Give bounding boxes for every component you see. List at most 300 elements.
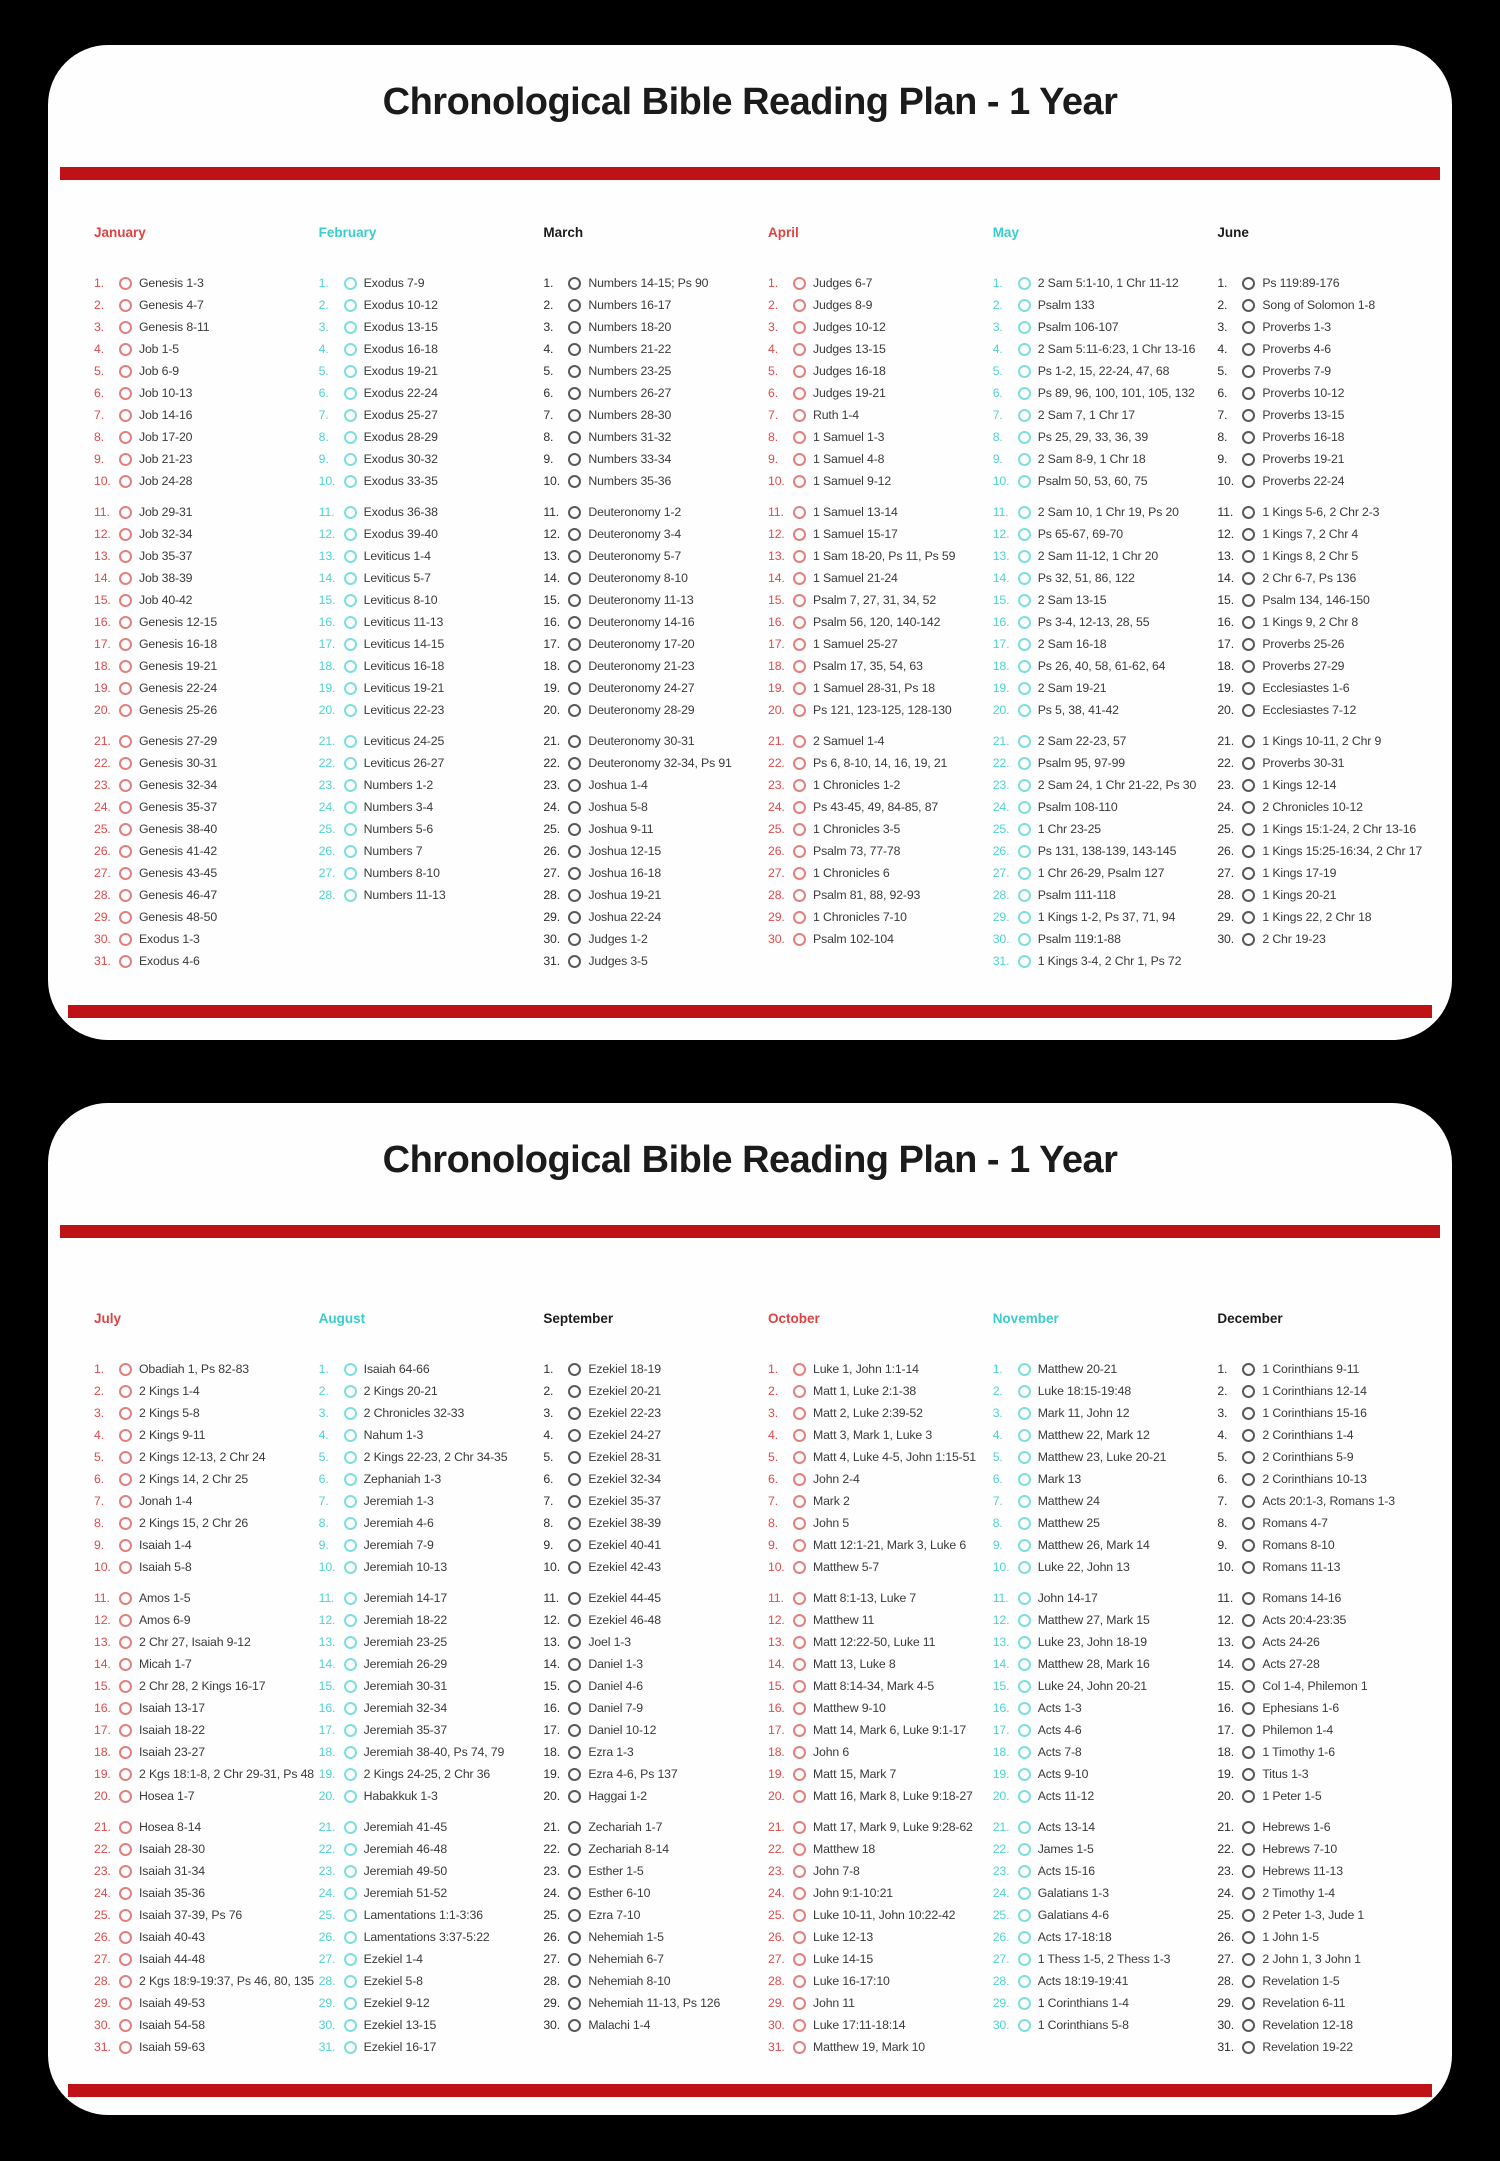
reading-entry	[543, 1653, 756, 1675]
day-number: 7.	[992, 408, 1003, 422]
reading-text: Isaiah 13-17	[139, 1701, 205, 1715]
checkbox-circle-icon	[568, 453, 581, 466]
day-number: 25.	[543, 1908, 560, 1922]
day-number: 2.	[318, 298, 329, 312]
reading-text: Exodus 7-9	[363, 276, 425, 290]
reading-entry	[768, 862, 981, 884]
checkbox-circle-icon	[344, 1768, 357, 1781]
checkbox-circle-icon	[1018, 955, 1031, 968]
day-number: 1.	[543, 1362, 554, 1376]
day-number: 15.	[543, 593, 560, 607]
checkbox-circle-icon	[344, 616, 357, 629]
reading-entry	[319, 567, 532, 589]
reading-entry	[768, 1653, 981, 1675]
reading-entry	[768, 1970, 981, 1992]
checkbox-circle-icon	[344, 277, 357, 290]
month-header: July	[94, 1311, 122, 1326]
day-number: 25.	[94, 1908, 111, 1922]
reading-text: Genesis 27-29	[139, 734, 218, 748]
reading-text: Matthew 27, Mark 15	[1037, 1613, 1150, 1627]
reading-entry	[993, 752, 1206, 774]
reading-text: Ezekiel 38-39	[588, 1516, 661, 1530]
checkbox-circle-icon	[568, 1385, 581, 1398]
day-number: 21.	[94, 734, 111, 748]
reading-text: Ps 6, 8-10, 14, 16, 19, 21	[813, 756, 948, 770]
reading-entry	[94, 796, 307, 818]
reading-text: 1 Kings 3-4, 2 Chr 1, Ps 72	[1037, 954, 1182, 968]
checkbox-circle-icon	[119, 1363, 132, 1376]
checkbox-circle-icon	[793, 1561, 806, 1574]
reading-entry	[319, 1556, 532, 1578]
reading-text: Luke 24, John 20-21	[1037, 1679, 1147, 1693]
day-number: 23.	[768, 778, 785, 792]
reading-text: 2 Kings 22-23, 2 Chr 34-35	[363, 1450, 508, 1464]
day-number: 31.	[768, 2040, 785, 2054]
checkbox-circle-icon	[344, 321, 357, 334]
day-number: 17.	[94, 637, 111, 651]
reading-entry	[993, 633, 1206, 655]
reading-entry	[94, 272, 307, 294]
checkbox-circle-icon	[1242, 616, 1255, 629]
checkbox-circle-icon	[1018, 1790, 1031, 1803]
checkbox-circle-icon	[793, 1931, 806, 1944]
checkbox-circle-icon	[793, 1451, 806, 1464]
day-number: 7.	[94, 1494, 104, 1508]
reading-text: Psalm 108-110	[1037, 800, 1118, 814]
day-number: 13.	[992, 1635, 1010, 1649]
reading-text: Jeremiah 1-3	[363, 1494, 434, 1508]
checkbox-circle-icon	[344, 1658, 357, 1671]
checkbox-circle-icon	[119, 1451, 132, 1464]
checkbox-circle-icon	[1018, 933, 1031, 946]
reading-entry	[319, 360, 532, 382]
reading-text: Exodus 16-18	[363, 342, 438, 356]
checkbox-circle-icon	[1242, 1407, 1255, 1420]
reading-entry	[94, 1446, 307, 1468]
reading-entry	[768, 448, 981, 470]
reading-text: 1 Chronicles 1-2	[813, 778, 901, 792]
checkbox-circle-icon	[1018, 1614, 1031, 1627]
reading-text: 2 Chr 6-7, Ps 136	[1262, 571, 1357, 585]
reading-entry	[543, 1424, 756, 1446]
reading-entry	[768, 382, 981, 404]
checkbox-circle-icon	[1018, 682, 1031, 695]
reading-entry	[768, 1741, 981, 1763]
reading-text: Amos 6-9	[139, 1613, 191, 1627]
reading-entry	[319, 1697, 532, 1719]
checkbox-circle-icon	[793, 321, 806, 334]
checkbox-circle-icon	[568, 299, 581, 312]
checkbox-circle-icon	[793, 453, 806, 466]
day-number: 4.	[768, 342, 778, 356]
checkbox-circle-icon	[568, 506, 581, 519]
reading-text: Matt 17, Mark 9, Luke 9:28-62	[813, 1820, 973, 1834]
checkbox-circle-icon	[1018, 343, 1031, 356]
reading-text: Ezekiel 9-12	[363, 1996, 430, 2010]
reading-text: Isaiah 18-22	[139, 1723, 205, 1737]
reading-entry	[993, 470, 1206, 492]
day-number: 28.	[768, 1974, 785, 1988]
reading-text: Titus 1-3	[1262, 1767, 1309, 1781]
checkbox-circle-icon	[1242, 1385, 1255, 1398]
reading-entry	[993, 1402, 1206, 1424]
reading-entry	[768, 818, 981, 840]
day-number: 26.	[94, 844, 111, 858]
checkbox-circle-icon	[793, 1429, 806, 1442]
reading-entry	[768, 470, 981, 492]
checkbox-circle-icon	[1242, 1636, 1255, 1649]
reading-text: Matt 4, Luke 4-5, John 1:15-51	[813, 1450, 976, 1464]
reading-text: Luke 10-11, John 10:22-42	[813, 1908, 956, 1922]
checkbox-circle-icon	[119, 638, 132, 651]
checkbox-circle-icon	[1018, 1495, 1031, 1508]
reading-text: Job 35-37	[139, 549, 193, 563]
reading-entry	[993, 1763, 1206, 1785]
reading-entry	[543, 950, 756, 972]
day-number: 5.	[1217, 364, 1228, 378]
reading-entry	[1217, 272, 1430, 294]
day-number: 19.	[992, 681, 1010, 695]
reading-entry	[543, 906, 756, 928]
reading-entry	[319, 655, 532, 677]
reading-entry	[1217, 611, 1430, 633]
checkbox-circle-icon	[1242, 277, 1255, 290]
day-number: 2.	[94, 1384, 104, 1398]
reading-entry	[993, 1512, 1206, 1534]
checkbox-circle-icon	[793, 889, 806, 902]
day-number: 25.	[1217, 822, 1235, 836]
checkbox-circle-icon	[568, 889, 581, 902]
reading-text: Genesis 8-11	[139, 320, 210, 334]
reading-entry	[94, 633, 307, 655]
day-number: 12.	[94, 527, 111, 541]
checkbox-circle-icon	[1242, 1865, 1255, 1878]
day-number: 12.	[992, 1613, 1010, 1627]
day-number: 21.	[768, 1820, 785, 1834]
day-number: 17.	[543, 637, 560, 651]
reading-text: 2 Sam 5:11-6:23, 1 Chr 13-16	[1037, 342, 1196, 356]
day-number: 20.	[318, 703, 336, 717]
checkbox-circle-icon	[1242, 1561, 1255, 1574]
reading-entry	[1217, 360, 1430, 382]
reading-text: 2 Sam 7, 1 Chr 17	[1037, 408, 1135, 422]
day-number: 27.	[94, 866, 111, 880]
month-column-may	[993, 225, 1206, 972]
reading-entry	[94, 1556, 307, 1578]
checkbox-circle-icon	[1018, 453, 1031, 466]
checkbox-circle-icon	[344, 1821, 357, 1834]
day-number: 9.	[543, 1538, 554, 1552]
checkbox-circle-icon	[1018, 845, 1031, 858]
reading-text: 2 Corinthians 1-4	[1262, 1428, 1354, 1442]
reading-text: Ezekiel 32-34	[588, 1472, 661, 1486]
reading-entry	[319, 316, 532, 338]
reading-text: Numbers 33-34	[588, 452, 672, 466]
reading-text: Jeremiah 51-52	[363, 1886, 448, 1900]
checkbox-circle-icon	[568, 1887, 581, 1900]
checkbox-circle-icon	[344, 779, 357, 792]
day-number: 12.	[94, 1613, 111, 1627]
reading-text: Psalm 134, 146-150	[1262, 593, 1370, 607]
reading-text: Genesis 30-31	[139, 756, 218, 770]
reading-entry	[543, 1490, 756, 1512]
checkbox-circle-icon	[793, 528, 806, 541]
reading-entry	[1217, 1970, 1430, 1992]
reading-text: Ezekiel 35-37	[588, 1494, 661, 1508]
reading-text: Malachi 1-4	[588, 2018, 651, 2032]
reading-text: 1 Thess 1-5, 2 Thess 1-3	[1037, 1952, 1171, 1966]
day-number: 6.	[318, 1472, 329, 1486]
checkbox-circle-icon	[344, 889, 357, 902]
checkbox-circle-icon	[1242, 704, 1255, 717]
day-number: 4.	[543, 342, 554, 356]
reading-text: Matthew 11	[813, 1613, 875, 1627]
reading-text: Zephaniah 1-3	[363, 1472, 442, 1486]
reading-text: Ps 25, 29, 33, 36, 39	[1037, 430, 1149, 444]
day-number: 11.	[318, 1591, 335, 1605]
day-number: 13.	[318, 1635, 336, 1649]
checkbox-circle-icon	[119, 550, 132, 563]
day-number: 8.	[94, 1516, 104, 1530]
reading-entry	[993, 1816, 1206, 1838]
checkbox-circle-icon	[1018, 1997, 1031, 2010]
checkbox-circle-icon	[793, 1658, 806, 1671]
reading-entry	[319, 1380, 532, 1402]
day-number: 12.	[992, 527, 1010, 541]
reading-text: Joshua 19-21	[588, 888, 662, 902]
reading-text: Joshua 1-4	[588, 778, 648, 792]
reading-entry	[319, 501, 532, 523]
reading-text: 1 Samuel 9-12	[813, 474, 892, 488]
reading-text: Ecclesiastes 1-6	[1262, 681, 1350, 695]
readings-list	[319, 272, 532, 906]
reading-text: Matt 13, Luke 8	[813, 1657, 896, 1671]
day-number: 17.	[1217, 637, 1235, 651]
reading-text: Ezekiel 5-8	[363, 1974, 423, 1988]
day-number: 28.	[94, 888, 111, 902]
day-number: 10.	[318, 1560, 336, 1574]
reading-text: 1 Kings 17-19	[1262, 866, 1337, 880]
checkbox-circle-icon	[568, 823, 581, 836]
reading-text: Judges 13-15	[813, 342, 886, 356]
reading-text: Jonah 1-4	[139, 1494, 193, 1508]
reading-text: Matthew 22, Mark 12	[1037, 1428, 1150, 1442]
reading-entry	[543, 294, 756, 316]
reading-entry	[319, 1882, 532, 1904]
day-number: 29.	[1217, 910, 1235, 924]
checkbox-circle-icon	[119, 528, 132, 541]
checkbox-circle-icon	[344, 1790, 357, 1803]
day-number: 28.	[992, 888, 1010, 902]
reading-entry	[94, 501, 307, 523]
checkbox-circle-icon	[568, 1561, 581, 1574]
checkbox-circle-icon	[344, 528, 357, 541]
reading-text: John 9:1-10:21	[813, 1886, 893, 1900]
reading-entry	[768, 1609, 981, 1631]
day-number: 14.	[543, 571, 560, 585]
day-number: 3.	[94, 320, 104, 334]
reading-entry	[993, 1380, 1206, 1402]
reading-text: 2 Kgs 18:1-8, 2 Chr 29-31, Ps 48	[139, 1767, 314, 1781]
reading-text: Psalm 50, 53, 60, 75	[1037, 474, 1148, 488]
reading-entry	[1217, 1675, 1430, 1697]
checkbox-circle-icon	[1242, 682, 1255, 695]
checkbox-circle-icon	[1242, 431, 1255, 444]
checkbox-circle-icon	[344, 1429, 357, 1442]
reading-entry	[94, 1970, 315, 1992]
month-column-september	[543, 1311, 756, 2058]
reading-text: Joshua 22-24	[588, 910, 662, 924]
checkbox-circle-icon	[568, 1931, 581, 1944]
reading-entry	[1217, 818, 1430, 840]
day-number: 5.	[94, 1450, 104, 1464]
reading-text: 2 Sam 22-23, 57	[1037, 734, 1127, 748]
checkbox-circle-icon	[344, 2019, 357, 2032]
reading-entry	[543, 1763, 756, 1785]
reading-text: John 2-4	[813, 1472, 860, 1486]
reading-text: Ezekiel 40-41	[588, 1538, 661, 1552]
reading-text: Isaiah 37-39, Ps 76	[139, 1908, 243, 1922]
day-number: 27.	[992, 1952, 1010, 1966]
reading-text: 2 Sam 19-21	[1037, 681, 1107, 695]
reading-text: Deuteronomy 11-13	[588, 593, 694, 607]
checkbox-circle-icon	[568, 1636, 581, 1649]
reading-entry	[543, 470, 756, 492]
reading-entry	[1217, 633, 1430, 655]
checkbox-circle-icon	[568, 1495, 581, 1508]
reading-text: 2 Chronicles 32-33	[363, 1406, 465, 1420]
day-number: 6.	[1217, 386, 1228, 400]
reading-text: Joshua 16-18	[588, 866, 662, 880]
reading-text: Psalm 133	[1037, 298, 1095, 312]
reading-text: Deuteronomy 17-20	[588, 637, 695, 651]
checkbox-circle-icon	[1018, 757, 1031, 770]
reading-text: Leviticus 11-13	[363, 615, 444, 629]
reading-entry	[768, 730, 981, 752]
day-number: 23.	[318, 778, 336, 792]
checkbox-circle-icon	[119, 1843, 132, 1856]
checkbox-circle-icon	[568, 528, 581, 541]
checkbox-circle-icon	[1018, 1385, 1031, 1398]
checkbox-circle-icon	[568, 321, 581, 334]
reading-text: Acts 20:4-23:35	[1262, 1613, 1347, 1627]
reading-entry	[1217, 1609, 1430, 1631]
checkbox-circle-icon	[1018, 431, 1031, 444]
checkbox-circle-icon	[568, 1843, 581, 1856]
checkbox-circle-icon	[793, 1407, 806, 1420]
day-number: 19.	[768, 681, 785, 695]
reading-entry	[319, 730, 532, 752]
reading-text: 2 Sam 10, 1 Chr 19, Ps 20	[1037, 505, 1179, 519]
reading-text: Ps 65-67, 69-70	[1037, 527, 1123, 541]
reading-text: Deuteronomy 3-4	[588, 527, 682, 541]
checkbox-circle-icon	[793, 1768, 806, 1781]
day-number: 13.	[318, 549, 336, 563]
checkbox-circle-icon	[344, 1865, 357, 1878]
reading-text: Jeremiah 32-34	[363, 1701, 448, 1715]
checkbox-circle-icon	[1242, 1997, 1255, 2010]
page-title: Chronological Bible Reading Plan - 1 Year	[382, 1139, 1118, 1181]
reading-entry	[543, 1556, 756, 1578]
reading-entry	[993, 1556, 1206, 1578]
reading-entry	[768, 906, 981, 928]
reading-text: Matt 8:1-13, Luke 7	[813, 1591, 917, 1605]
month-column-april	[768, 225, 981, 972]
reading-entry	[1217, 1763, 1430, 1785]
reading-entry	[768, 1675, 981, 1697]
checkbox-circle-icon	[1018, 660, 1031, 673]
reading-text: 1 Corinthians 5-8	[1037, 2018, 1129, 2032]
reading-text: Ps 119:89-176	[1262, 276, 1340, 290]
checkbox-circle-icon	[793, 1539, 806, 1552]
reading-text: Job 24-28	[139, 474, 193, 488]
day-number: 15.	[94, 1679, 111, 1693]
reading-text: 2 Kings 5-8	[139, 1406, 200, 1420]
reading-text: 2 Corinthians 10-13	[1262, 1472, 1367, 1486]
reading-entry	[543, 1948, 756, 1970]
reading-entry	[319, 470, 532, 492]
checkbox-circle-icon	[1018, 1429, 1031, 1442]
checkbox-circle-icon	[119, 845, 132, 858]
checkbox-circle-icon	[119, 779, 132, 792]
checkbox-circle-icon	[568, 1592, 581, 1605]
reading-text: Psalm 111-118	[1037, 888, 1116, 902]
checkbox-circle-icon	[568, 1746, 581, 1759]
day-number: 25.	[992, 1908, 1010, 1922]
reading-entry	[94, 1926, 307, 1948]
day-number: 11.	[543, 505, 560, 519]
reading-text: Judges 8-9	[813, 298, 873, 312]
day-number: 3.	[1217, 320, 1228, 334]
reading-entry	[543, 360, 756, 382]
checkbox-circle-icon	[119, 735, 132, 748]
checkbox-circle-icon	[1018, 1592, 1031, 1605]
reading-text: Ps 1-2, 15, 22-24, 47, 68	[1037, 364, 1170, 378]
reading-text: Jeremiah 35-37	[363, 1723, 448, 1737]
checkbox-circle-icon	[344, 475, 357, 488]
reading-entry	[319, 1424, 532, 1446]
day-number: 18.	[94, 1745, 111, 1759]
day-number: 9.	[1217, 452, 1228, 466]
checkbox-circle-icon	[1018, 889, 1031, 902]
reading-entry	[768, 1992, 981, 2014]
day-number: 11.	[318, 505, 335, 519]
reading-entry	[1217, 677, 1430, 699]
day-number: 9.	[768, 1538, 778, 1552]
day-number: 27.	[768, 866, 785, 880]
day-number: 3.	[992, 1406, 1003, 1420]
checkbox-circle-icon	[568, 682, 581, 695]
checkbox-circle-icon	[1018, 1909, 1031, 1922]
month-column-august	[319, 1311, 532, 2058]
reading-entry	[768, 404, 981, 426]
reading-text: Genesis 46-47	[139, 888, 218, 902]
reading-entry	[993, 1587, 1206, 1609]
checkbox-circle-icon	[1242, 660, 1255, 673]
day-number: 24.	[768, 800, 785, 814]
day-number: 24.	[768, 1886, 785, 1900]
day-number: 3.	[94, 1406, 104, 1420]
reading-entry	[319, 1675, 532, 1697]
day-number: 29.	[318, 1996, 336, 2010]
day-number: 27.	[768, 1952, 785, 1966]
reading-text: Deuteronomy 1-2	[588, 505, 682, 519]
day-number: 20.	[543, 1789, 560, 1803]
day-number: 28.	[543, 888, 560, 902]
day-number: 8.	[1217, 430, 1228, 444]
reading-text: Numbers 14-15; Ps 90	[588, 276, 709, 290]
reading-text: Micah 1-7	[139, 1657, 192, 1671]
